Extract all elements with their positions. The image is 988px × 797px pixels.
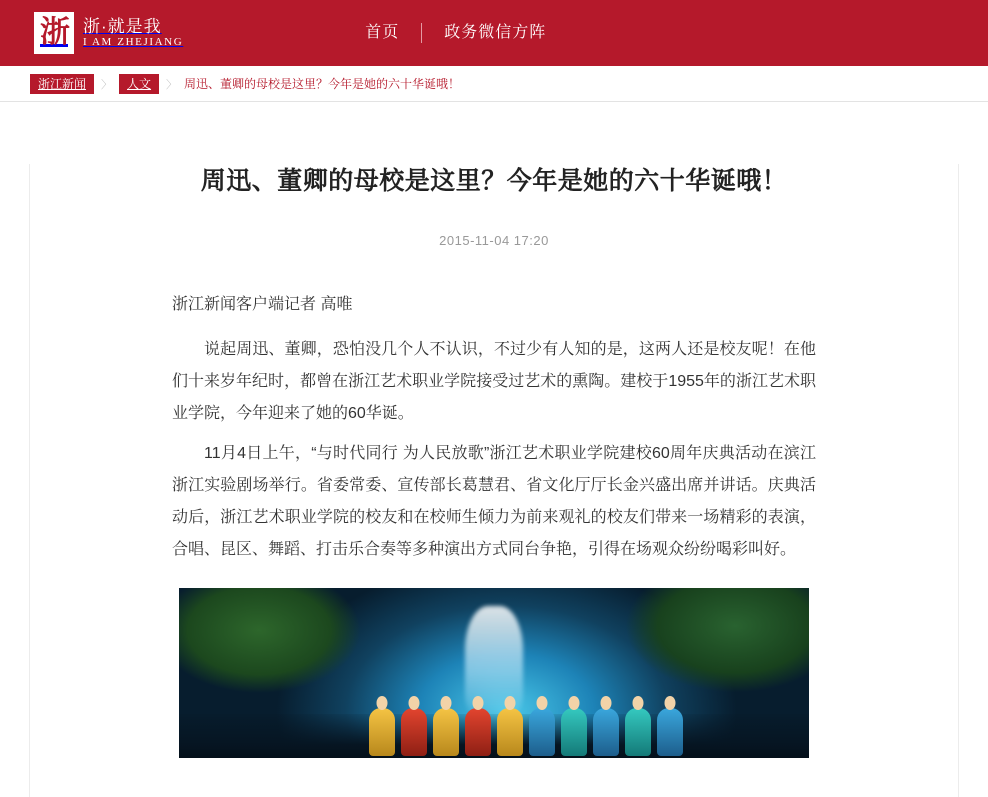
article-image-wrapper	[172, 588, 816, 758]
logo-text	[83, 17, 183, 49]
nav-item-wechat-matrix[interactable]: 政务微信方阵	[444, 24, 547, 41]
article-paragraph: 说起周迅、董卿，恐怕没几个人不认识，不过少有人知的是，这两人还是校友呢！在他们十来岁年纪时，都曾在浙江艺术职业学院接受过艺术的熏陶。建校于1955年的浙江艺术职业学院，今年迎来了她的60华诞。	[172, 341, 816, 423]
main-nav	[343, 18, 568, 48]
performer-figure	[529, 708, 555, 756]
article-body	[62, 290, 926, 758]
performer-figure	[497, 708, 523, 756]
site-logo[interactable]	[34, 12, 183, 54]
breadcrumb-item-site[interactable]: 浙江新闻	[30, 74, 94, 94]
performer-figure	[625, 708, 651, 756]
article	[0, 164, 988, 758]
left-rule	[29, 164, 30, 797]
performer-figure	[401, 708, 427, 756]
publish-timestamp: 2015-11-04 17:20	[439, 233, 549, 248]
site-header	[0, 0, 988, 66]
breadcrumb-item-current: 周迅、董卿的母校是这里？今年是她的六十华诞哦！	[184, 77, 461, 91]
logo-mark-icon: 浙	[34, 12, 74, 54]
performer-figure	[561, 708, 587, 756]
logo-text-cn: 浙·就是我	[83, 16, 162, 36]
breadcrumb-separator-2: 〉	[166, 78, 178, 91]
article-photo-stage-performance	[179, 588, 809, 758]
breadcrumb-item-section[interactable]: 人文	[119, 74, 159, 94]
article-byline: 浙江新闻客户端记者 高唯	[172, 296, 353, 313]
performer-figure	[433, 708, 459, 756]
logo-text-en: I AM ZHEJIANG	[83, 36, 184, 49]
performer-figure	[465, 708, 491, 756]
page-body	[0, 164, 988, 797]
right-rule	[958, 164, 959, 797]
photo-performers	[179, 698, 809, 756]
article-paragraph: 11月4日上午，“与时代同行 为人民放歌”浙江艺术职业学院建校60周年庆典活动在滨江浙江实验剧场举行。省委常委、宣传部长葛慧君、省文化厅厅长金兴盛出席并讲话。庆典活动后，浙江艺术职业学院的校友和在校师生倾力为前来观礼的校友们带来一场精彩的表演，合唱、昆区、舞蹈、打击乐合奏等多种演出方式同台争艳，引得在场观众纷纷喝彩叫好。	[172, 445, 816, 559]
nav-item-home[interactable]: 首页	[365, 24, 400, 41]
breadcrumb-separator-1: 〉	[101, 78, 113, 91]
performer-figure	[369, 708, 395, 756]
performer-figure	[593, 708, 619, 756]
breadcrumb	[0, 66, 988, 102]
page-title: 周迅、董卿的母校是这里？今年是她的六十华诞哦！	[200, 167, 788, 195]
performer-figure	[657, 708, 683, 756]
